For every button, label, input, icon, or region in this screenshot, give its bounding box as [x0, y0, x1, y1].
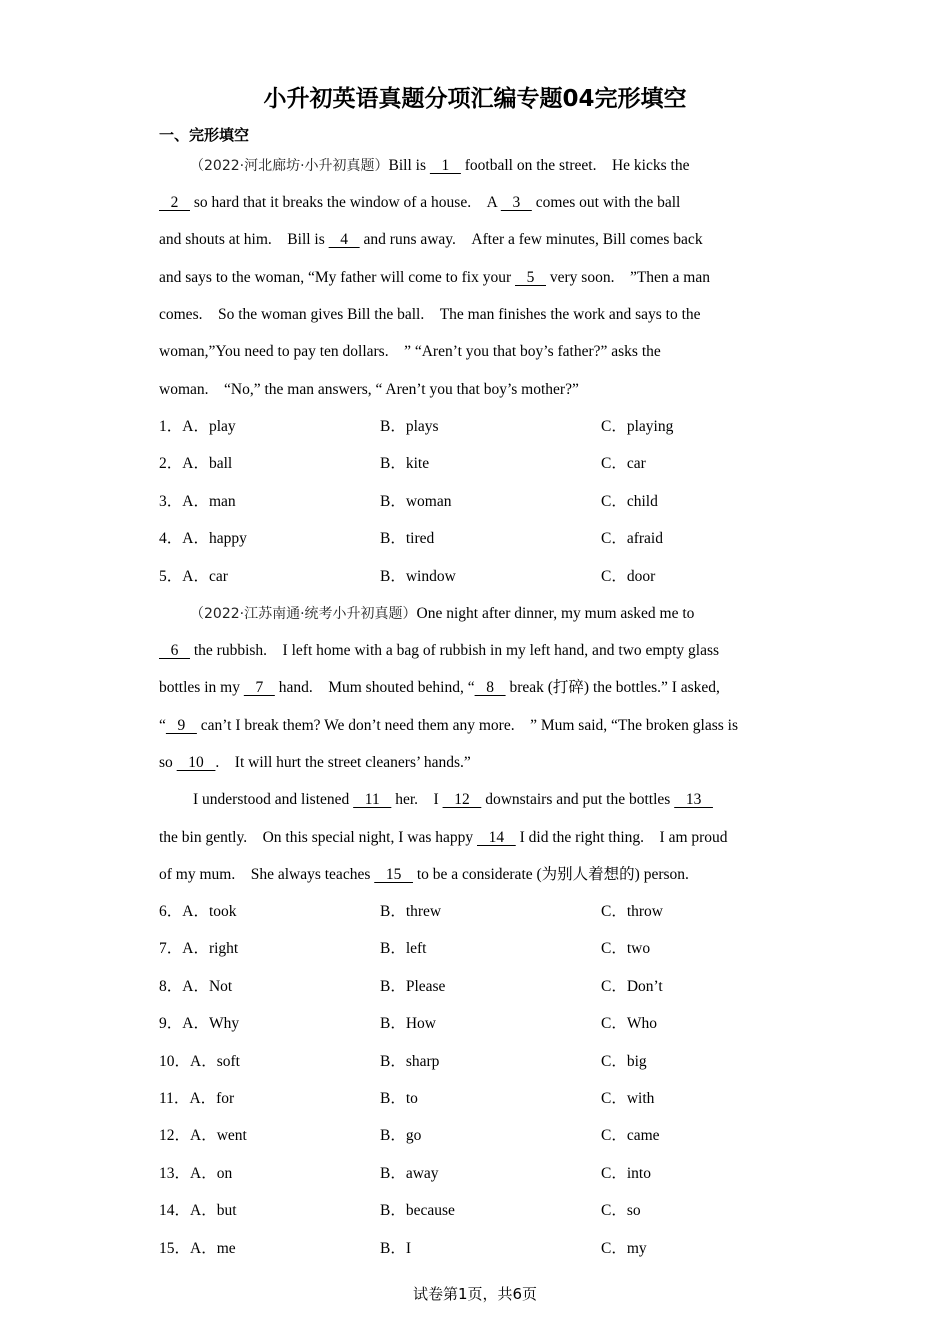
- option-b: [380, 492, 451, 512]
- passage-text: comes out with the ball: [531, 194, 681, 211]
- option-text: A．me: [190, 1239, 236, 1257]
- option-a: [159, 1126, 247, 1146]
- option-b: [380, 1201, 455, 1221]
- option-text: B．Please: [380, 977, 446, 995]
- question-number: 5．: [159, 567, 183, 585]
- option-a: [159, 939, 238, 959]
- option-text: C．my: [601, 1239, 647, 1257]
- passage-text: so: [159, 754, 177, 771]
- blank: 3: [500, 194, 532, 211]
- option-text: C．child: [601, 492, 658, 510]
- option-text: B．kite: [380, 455, 430, 473]
- option-b: [380, 454, 429, 474]
- question-number: 8．: [159, 977, 183, 995]
- option-text: B．left: [380, 940, 427, 958]
- option-b: [380, 1014, 436, 1034]
- option-b: [380, 529, 434, 549]
- option-c: [601, 529, 663, 549]
- passage-text: break (打碎) the bottles.” I asked,: [505, 679, 720, 696]
- passage-text: the rubbish. I left home with a bag of rubbish in my left hand, and two empty glass: [190, 642, 720, 659]
- passage2-line: [159, 678, 720, 698]
- passage-text: comes. So the woman gives Bill the ball. The man finishes the work and says to the: [159, 306, 701, 323]
- blank: 13: [674, 791, 713, 808]
- option-c: [601, 1164, 651, 1184]
- passage2-line: [159, 865, 689, 885]
- passage1-line: [159, 268, 710, 288]
- option-a: [159, 902, 237, 922]
- option-text: B．away: [380, 1164, 439, 1182]
- passage2-line: [159, 753, 471, 773]
- option-a: [159, 567, 228, 587]
- option-b: [380, 977, 445, 997]
- option-b: [380, 1126, 421, 1146]
- blank: 14: [477, 829, 516, 846]
- option-text: C．playing: [601, 418, 674, 435]
- option-a: [159, 1239, 236, 1259]
- option-a: [159, 417, 236, 437]
- option-c: [601, 902, 663, 922]
- option-text: C．big: [601, 1052, 647, 1070]
- option-c: [601, 1089, 654, 1109]
- option-text: A．Why: [182, 1015, 240, 1033]
- question-number: 3．: [159, 492, 183, 510]
- option-text: B．because: [380, 1202, 455, 1220]
- question-number: 10．: [159, 1052, 191, 1070]
- option-text: A．went: [190, 1127, 247, 1145]
- blank: 6: [159, 642, 190, 659]
- passage2-line: [159, 641, 719, 661]
- option-c: [601, 1239, 647, 1259]
- question-number: 15．: [159, 1239, 191, 1257]
- blank: 4: [328, 231, 360, 248]
- option-text: C．two: [601, 940, 651, 958]
- passage1-line: [159, 305, 701, 325]
- passage-text: woman. “No,” the man answers, “ Aren’t you that boy’s mother?”: [159, 381, 579, 398]
- option-text: B．threw: [380, 903, 442, 920]
- passage-text: I did the right thing. I am proud: [515, 829, 728, 846]
- passage-text: very soon. ”Then a man: [546, 269, 710, 286]
- blank: 10: [176, 754, 216, 771]
- option-text: B．How: [380, 1015, 436, 1033]
- passage-text: of my mum. She always teaches: [159, 866, 375, 883]
- blank: 2: [159, 194, 190, 211]
- question-number: 2．: [159, 455, 183, 473]
- passage-text: Bill is: [388, 157, 430, 174]
- option-a: [159, 454, 232, 474]
- passage2-line: [159, 828, 728, 848]
- option-text: B．go: [380, 1127, 422, 1145]
- page-title: 小升初英语真题分项汇编专题04完形填空: [263, 86, 687, 112]
- passage1-line: [159, 380, 579, 400]
- option-a: [159, 1201, 237, 1221]
- passage-text: her. I: [391, 791, 443, 808]
- option-b: [380, 417, 439, 437]
- option-c: [601, 1014, 657, 1034]
- option-c: [601, 567, 655, 587]
- option-text: A．play: [182, 418, 236, 435]
- option-a: [159, 1164, 232, 1184]
- option-text: A．soft: [190, 1052, 240, 1070]
- option-text: A．but: [190, 1202, 237, 1220]
- question-number: 1．: [159, 418, 183, 435]
- section-heading: 一、完形填空: [159, 126, 250, 144]
- passage-text: . It will hurt the street cleaners’ hands.”: [215, 754, 471, 771]
- passage-text: downstairs and put the bottles: [481, 791, 675, 808]
- passage-text: bottles in my: [159, 679, 244, 696]
- option-text: B．plays: [380, 418, 439, 435]
- option-a: [159, 1052, 240, 1072]
- option-c: [601, 1201, 641, 1221]
- blank: 12: [442, 791, 482, 808]
- option-text: C．Don’t: [601, 977, 663, 995]
- option-c: [601, 1126, 660, 1146]
- option-a: [159, 1089, 234, 1109]
- passage-text: I understood and listened: [193, 791, 354, 808]
- passage-text: woman,”You need to pay ten dollars. ” “Aren’t you that boy’s father?” asks the: [159, 343, 661, 360]
- passage-text: can’t I break them? We don’t need them any more. ” Mum said, “The broken glass is: [196, 717, 738, 734]
- option-text: A．on: [190, 1164, 233, 1182]
- option-text: B．window: [380, 567, 456, 585]
- option-b: [380, 1239, 411, 1259]
- question-number: 14．: [159, 1202, 191, 1220]
- passage1-line: [159, 193, 680, 213]
- option-b: [380, 902, 441, 922]
- option-c: [601, 939, 650, 959]
- passage-text: so hard that it breaks the window of a house. A: [190, 194, 501, 211]
- passage-text: and runs away. After a few minutes, Bill comes back: [359, 231, 703, 248]
- question-number: 13．: [159, 1164, 191, 1182]
- option-a: [159, 529, 247, 549]
- passage1-line: [159, 230, 703, 250]
- passage2-line: [190, 604, 694, 624]
- blank: 7: [243, 679, 275, 696]
- option-text: C．into: [601, 1164, 651, 1182]
- option-text: A．took: [182, 903, 237, 920]
- passage-text: “: [159, 717, 166, 734]
- option-text: A．car: [182, 567, 228, 585]
- question-number: 12．: [159, 1127, 191, 1145]
- option-c: [601, 454, 646, 474]
- blank: 15: [374, 866, 413, 883]
- option-text: B．to: [380, 1090, 418, 1107]
- option-text: C．with: [601, 1090, 655, 1107]
- passage1-line: [190, 156, 689, 176]
- option-text: C．Who: [601, 1015, 657, 1033]
- option-text: B．tired: [380, 530, 435, 548]
- option-text: C．so: [601, 1202, 641, 1220]
- question-number: 9．: [159, 1015, 183, 1033]
- option-b: [380, 1164, 439, 1184]
- blank: 1: [429, 157, 461, 174]
- option-b: [380, 1052, 439, 1072]
- option-text: A．Not: [182, 977, 233, 995]
- passage-text: and says to the woman, “My father will come to fix your: [159, 269, 515, 286]
- option-text: B．I: [380, 1239, 412, 1257]
- passage-text: and shouts at him. Bill is: [159, 231, 329, 248]
- passage-text: hand. Mum shouted behind, “: [274, 679, 475, 696]
- option-c: [601, 492, 658, 512]
- option-text: B．sharp: [380, 1052, 440, 1070]
- option-text: C．came: [601, 1127, 660, 1145]
- passage-text: football on the street. He kicks the: [460, 157, 690, 174]
- page-footer: 试卷第1页，共6页: [412, 1285, 538, 1303]
- option-c: [601, 1052, 647, 1072]
- option-b: [380, 567, 456, 587]
- option-c: [601, 417, 673, 437]
- question-number: 7．: [159, 940, 183, 958]
- option-text: C．door: [601, 567, 656, 585]
- option-b: [380, 939, 427, 959]
- passage-text: to be a considerate (为别人着想的) person.: [412, 866, 689, 883]
- passage1-line: [159, 342, 661, 362]
- option-text: C．afraid: [601, 530, 663, 548]
- option-c: [601, 977, 663, 997]
- option-text: A．for: [189, 1090, 235, 1107]
- source-label: （2022·河北廊坊·小升初真题）: [190, 158, 389, 174]
- option-a: [159, 492, 236, 512]
- passage2-line: [193, 790, 713, 810]
- blank: 9: [165, 717, 197, 734]
- option-a: [159, 977, 232, 997]
- option-b: [380, 1089, 418, 1109]
- question-number: 6．: [159, 903, 183, 920]
- option-text: A．happy: [182, 530, 247, 548]
- option-text: B．woman: [380, 492, 452, 510]
- blank: 5: [515, 269, 546, 286]
- passage-text: One night after dinner, my mum asked me to: [416, 605, 695, 622]
- option-text: C．throw: [601, 903, 664, 920]
- option-text: A．right: [182, 940, 239, 958]
- option-text: A．man: [182, 492, 236, 510]
- passage2-line: [159, 716, 738, 736]
- passage-text: the bin gently. On this special night, I was happy: [159, 829, 477, 846]
- option-text: A．ball: [182, 455, 233, 473]
- question-number: 11．: [159, 1090, 190, 1107]
- source-label: （2022·江苏南通·统考小升初真题）: [190, 606, 417, 622]
- blank: 11: [353, 791, 392, 808]
- option-text: C．car: [601, 455, 646, 473]
- question-number: 4．: [159, 530, 183, 548]
- option-a: [159, 1014, 239, 1034]
- blank: 8: [474, 679, 506, 696]
